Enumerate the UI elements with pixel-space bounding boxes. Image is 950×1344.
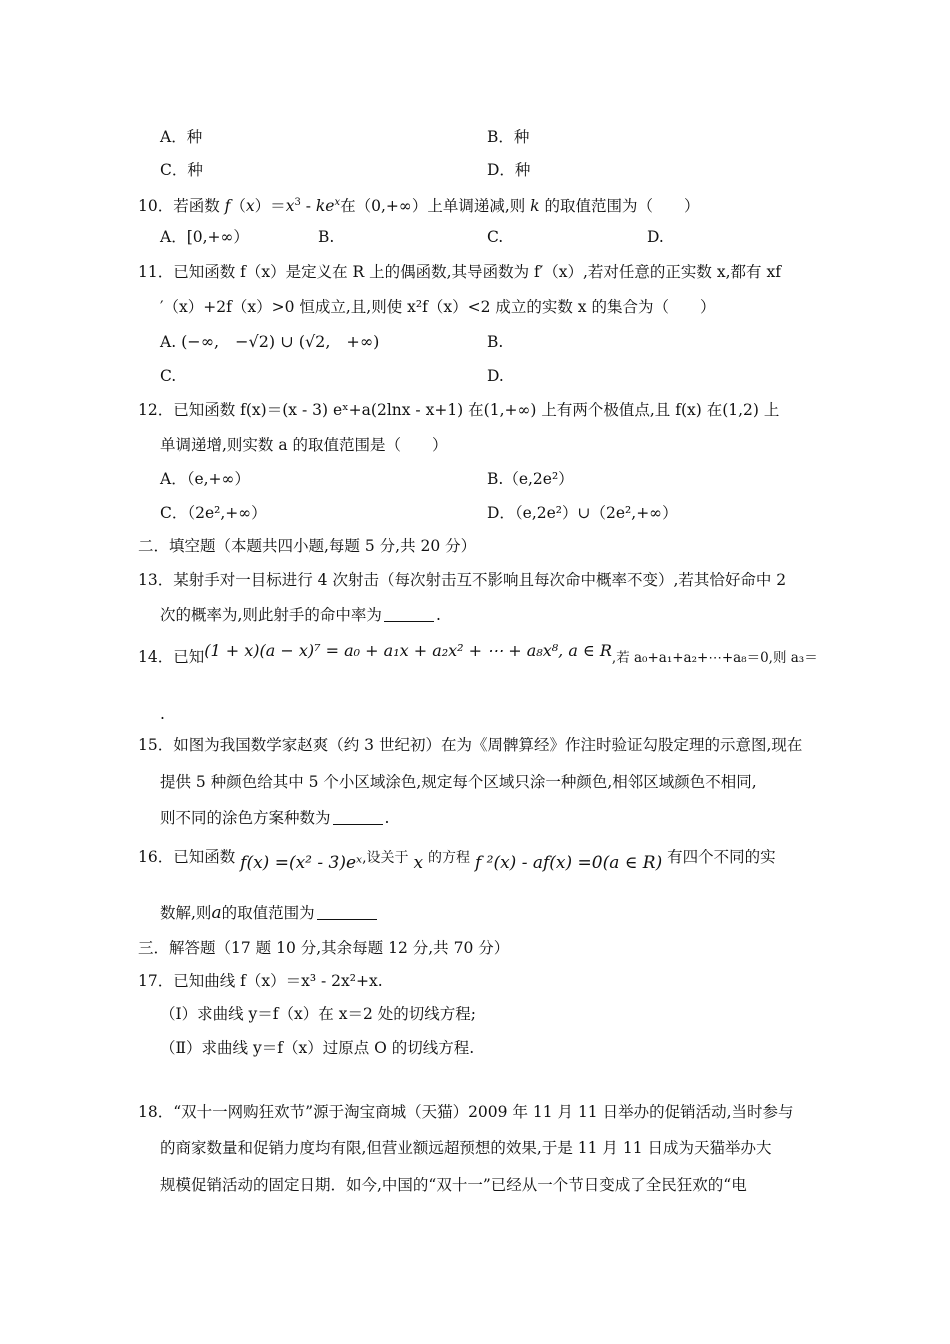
q13-answer-blank: [384, 607, 434, 622]
q12-option-a: A．（e,+∞）: [160, 470, 250, 488]
q18-line1: 18．“双十一网购狂欢节”源于淘宝商城（天猫）2009 年 11 月 11 日举办的促销活动,当时参与: [138, 1103, 794, 1121]
q13-line2: 次的概率为,则此射手的命中率为 .: [160, 606, 441, 624]
q12-line2: 单调递增,则实数 a 的取值范围是（ ）: [160, 436, 448, 454]
q17-part1: （Ⅰ）求曲线 y＝f（x）在 x＝2 处的切线方程;: [160, 1005, 476, 1023]
q18-line2: 的商家数量和促销力度均有限,但营业额远超预想的效果,于是 11 月 11 日成为天猫举办大: [160, 1139, 772, 1157]
q12-line1: 12．已知函数 f(x)＝(x - 3) eˣ+a(2lnx - x+1) 在(1,+∞) 上有两个极值点,且 f(x) 在(1,2) 上: [138, 401, 780, 419]
q11-option-a: A. (−∞, −√2) ∪ (√2, +∞): [160, 332, 380, 351]
section-solution-heading: 三．解答题（17 题 10 分,其余每题 12 分,共 70 分）: [138, 939, 510, 957]
q14-answer-dot: .: [160, 705, 165, 723]
q11-option-c: C.: [160, 367, 177, 385]
q17-stem: 17．已知曲线 f（x）＝x³ - 2x²+x.: [138, 972, 383, 990]
q16-stem: 16．已知函数 f(x) =(x² - 3)eˣ,设关于 x 的方程 f ²(x) - af(x) =0(a ∈ R) 有四个不同的实: [138, 848, 776, 873]
q13-line1: 13．某射手对一目标进行 4 次射击（每次射击互不影响且每次命中概率不变）,若其恰好命中 2: [138, 571, 787, 589]
q12-option-c: C．（2e²,+∞）: [160, 504, 267, 522]
q14-stem: 14．已知(1 + x)(a − x)⁷ = a₀ + a₁x + a₂x² + ⋯ + a₈x⁸, a ∈ R,若 a₀+a₁+a₂+⋯+a₈＝0,则 a₃＝: [138, 641, 818, 666]
q10-option-d: D.: [647, 228, 664, 246]
q11-option-d: D.: [487, 367, 504, 385]
q9-option-a: A．种: [160, 128, 203, 146]
q15-line3: 则不同的涂色方案种数为 .: [160, 809, 390, 827]
q15-line1: 15．如图为我国数学家赵爽（约 3 世纪初）在为《周髀算经》作注时验证勾股定理的示意图,现在: [138, 736, 803, 754]
q11-option-b: B.: [487, 333, 504, 351]
q12-option-d: D．（e,2e²）∪（2e²,+∞）: [487, 504, 678, 522]
q10-stem: 10．若函数 $f(x)=x^3 - ke^x$在（0,+∞）上单调递减,则 k 的取值范围为（ ）: [138, 197, 700, 215]
q9-option-c: C．种: [160, 161, 203, 179]
q18-line3: 规模促销活动的固定日期．如今,中国的“双十一”已经从一个节日变成了全民狂欢的“电: [160, 1176, 747, 1194]
q10-option-b: B.: [318, 228, 335, 246]
q11-line2: ′（x）+2f（x）>0 恒成立,且,则使 x²f（x）<2 成立的实数 x 的集合为（ ）: [160, 298, 716, 316]
q9-option-d: D．种: [487, 161, 531, 179]
q17-part2: （Ⅱ）求曲线 y＝f（x）过原点 O 的切线方程.: [160, 1039, 475, 1057]
q12-option-b: B.（e,2e²）: [487, 470, 574, 488]
q15-answer-blank: [333, 810, 383, 825]
section-fill-in-heading: 二．填空题（本题共四小题,每题 5 分,共 20 分）: [138, 537, 477, 555]
q10-option-a: A．[0,+∞）: [160, 228, 249, 246]
q15-line2: 提供 5 种颜色给其中 5 个小区域涂色,规定每个区域只涂一种颜色,相邻区域颜色不相同,: [160, 773, 757, 791]
q10-option-c: C.: [487, 228, 504, 246]
q16-line2: 数解,则a的取值范围为: [160, 902, 379, 924]
q16-answer-blank: [317, 905, 377, 920]
q9-option-b: B．种: [487, 128, 530, 146]
q11-line1: 11．已知函数 f（x）是定义在 R 上的偶函数,其导函数为 f′（x）,若对任意的正实数 x,都有 xf: [138, 263, 781, 281]
